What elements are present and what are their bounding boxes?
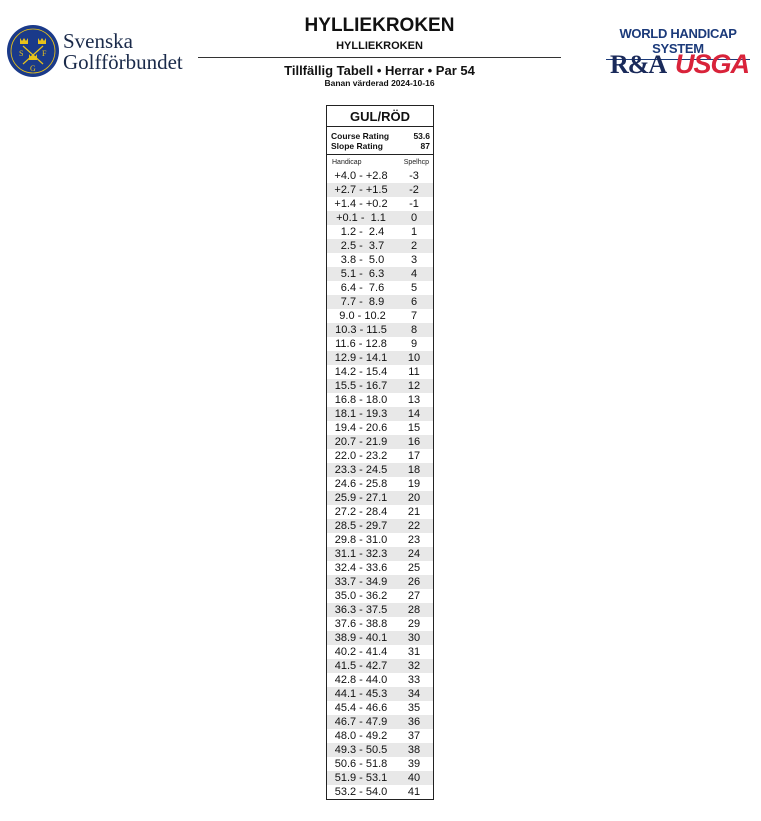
playing-handicap: 14 [407, 408, 421, 420]
playing-handicap: -3 [409, 170, 419, 182]
handicap-range: 2.5 - 3.7 [337, 240, 385, 252]
table-row [327, 729, 433, 743]
table-row [327, 393, 433, 407]
course-rating-row [331, 131, 430, 141]
playing-handicap: 28 [407, 604, 421, 616]
playing-handicap: 36 [407, 716, 421, 728]
playing-handicap: 30 [407, 632, 421, 644]
handicap-range: 18.1 - 19.3 [334, 408, 388, 420]
table-row [327, 421, 433, 435]
table-row [327, 169, 433, 183]
playing-handicap: 33 [407, 674, 421, 686]
playing-handicap: 8 [410, 324, 418, 336]
table-row [327, 477, 433, 491]
table-row [327, 715, 433, 729]
handicap-range: 10.3 - 11.5 [335, 324, 387, 336]
handicap-range: 5.1 - 6.3 [337, 268, 385, 280]
handicap-range: 51.9 - 53.1 [334, 772, 388, 784]
handicap-range: 14.2 - 15.4 [334, 366, 388, 378]
handicap-range: +0.1 - 1.1 [336, 212, 386, 224]
page-header [198, 14, 561, 89]
handicap-range: 37.6 - 38.8 [334, 618, 388, 630]
playing-handicap: 11 [408, 366, 420, 378]
slope-rating-value: 87 [420, 141, 430, 151]
playing-handicap: 10 [407, 352, 421, 364]
handicap-range: 11.6 - 12.8 [335, 338, 387, 350]
emblem-letter: F [42, 49, 47, 58]
table-row [327, 687, 433, 701]
handicap-range: 19.4 - 20.6 [334, 422, 388, 434]
table-row [327, 253, 433, 267]
tee-name: GUL/RÖD [327, 106, 433, 127]
table-row [327, 743, 433, 757]
table-row [327, 449, 433, 463]
table-row [327, 785, 433, 799]
handicap-range: 12.9 - 14.1 [334, 352, 388, 364]
handicap-range: 48.0 - 49.2 [334, 730, 388, 742]
table-row [327, 463, 433, 477]
playing-handicap: 26 [407, 576, 421, 588]
table-row [327, 701, 433, 715]
table-row [327, 673, 433, 687]
handicap-range: +2.7 - +1.5 [334, 184, 388, 196]
column-header-handicap: Handicap [332, 159, 362, 166]
playing-handicap: 41 [407, 786, 421, 798]
table-row [327, 757, 433, 771]
handicap-range: 7.7 - 8.9 [337, 296, 385, 308]
table-row [327, 603, 433, 617]
table-row [327, 617, 433, 631]
table-row [327, 211, 433, 225]
handicap-range: 29.8 - 31.0 [334, 534, 388, 546]
emblem-letter: S [19, 49, 24, 58]
handicap-range: +4.0 - +2.8 [334, 170, 388, 182]
sgf-name-line2: Golfförbundet [63, 50, 183, 74]
handicap-range: 46.7 - 47.9 [334, 716, 388, 728]
handicap-range: 20.7 - 21.9 [334, 436, 388, 448]
playing-handicap: 39 [407, 758, 421, 770]
handicap-range: 25.9 - 27.1 [334, 492, 388, 504]
handicap-range: 53.2 - 54.0 [334, 786, 388, 798]
playing-handicap: 35 [407, 702, 421, 714]
table-row [327, 533, 433, 547]
playing-handicap: 17 [407, 450, 421, 462]
handicap-range: 28.5 - 29.7 [334, 520, 388, 532]
handicap-range: 41.5 - 42.7 [334, 660, 388, 672]
table-row [327, 575, 433, 589]
handicap-range: 42.8 - 44.0 [334, 674, 388, 686]
handicap-range: 32.4 - 33.6 [334, 562, 388, 574]
playing-handicap: 1 [410, 226, 418, 238]
playing-handicap: 38 [407, 744, 421, 756]
table-row [327, 351, 433, 365]
course-title: HYLLIEKROKEN [304, 15, 455, 36]
playing-handicap: -2 [409, 184, 419, 196]
playing-handicap: 7 [410, 310, 418, 322]
handicap-range: 40.2 - 41.4 [334, 646, 388, 658]
table-row [327, 435, 433, 449]
slope-rating-label: Slope Rating [331, 141, 383, 151]
table-row [327, 589, 433, 603]
table-row [327, 295, 433, 309]
table-row [327, 239, 433, 253]
table-row [327, 645, 433, 659]
table-row [327, 505, 433, 519]
playing-handicap: 5 [410, 282, 418, 294]
handicap-range: 33.7 - 34.9 [334, 576, 388, 588]
usga-logo: USGA [675, 49, 750, 79]
sgf-wordmark [63, 31, 183, 73]
table-row [327, 183, 433, 197]
playing-handicap: 16 [407, 436, 421, 448]
playing-handicap: 9 [410, 338, 418, 350]
table-row [327, 225, 433, 239]
playing-handicap: 24 [407, 548, 421, 560]
playing-handicap: 6 [410, 296, 418, 308]
playing-handicap: 18 [407, 464, 421, 476]
table-row [327, 197, 433, 211]
slope-rating-row [331, 141, 430, 151]
table-row [327, 379, 433, 393]
playing-handicap: 32 [407, 660, 421, 672]
handicap-range: 31.1 - 32.3 [334, 548, 388, 560]
playing-handicap: 31 [407, 646, 421, 658]
handicap-range: 36.3 - 37.5 [334, 604, 388, 616]
handicap-range: 50.6 - 51.8 [334, 758, 388, 770]
handicap-range: 38.9 - 40.1 [334, 632, 388, 644]
playing-handicap: 19 [407, 478, 421, 490]
handicap-range: 16.8 - 18.0 [334, 394, 388, 406]
playing-handicap: 13 [407, 394, 421, 406]
column-header-playing-handicap: Spelhcp [403, 159, 429, 166]
rated-date: Banan värderad 2024-10-16 [324, 78, 435, 88]
playing-handicap: 21 [407, 506, 421, 518]
table-row [327, 407, 433, 421]
playing-handicap: -1 [409, 198, 419, 210]
handicap-range: 49.3 - 50.5 [334, 744, 388, 756]
course-subtitle: HYLLIEKROKEN [336, 40, 423, 52]
playing-handicap: 22 [407, 520, 421, 532]
table-row [327, 267, 433, 281]
table-row [327, 771, 433, 785]
table-row [327, 659, 433, 673]
emblem-letter: G [30, 64, 36, 73]
table-row [327, 561, 433, 575]
header-divider [198, 57, 561, 58]
playing-handicap: 34 [407, 688, 421, 700]
table-row [327, 309, 433, 323]
table-row [327, 547, 433, 561]
ra-logo: R&A [610, 50, 667, 79]
table-row [327, 281, 433, 295]
handicap-table [326, 105, 434, 800]
column-headers [327, 155, 433, 169]
sgf-name-line1: Svenska [63, 29, 133, 53]
handicap-range: 23.3 - 24.5 [334, 464, 388, 476]
table-row [327, 337, 433, 351]
whs-logo: WORLD HANDICAP SYSTEM [606, 26, 750, 60]
playing-handicap: 25 [407, 562, 421, 574]
handicap-range: 3.8 - 5.0 [337, 254, 385, 266]
playing-handicap: 0 [410, 212, 418, 224]
course-rating-value: 53.6 [413, 131, 430, 141]
table-row [327, 365, 433, 379]
handicap-range: 6.4 - 7.6 [337, 282, 385, 294]
playing-handicap: 15 [407, 422, 421, 434]
handicap-range: 45.4 - 46.6 [334, 702, 388, 714]
handicap-rows [327, 169, 433, 799]
ratings-block [327, 127, 433, 155]
handicap-range: 35.0 - 36.2 [334, 590, 388, 602]
playing-handicap: 27 [407, 590, 421, 602]
handicap-range: 15.5 - 16.7 [334, 380, 388, 392]
sgf-emblem-logo [6, 24, 60, 78]
table-row [327, 323, 433, 337]
playing-handicap: 20 [407, 492, 421, 504]
course-rating-label: Course Rating [331, 131, 390, 141]
playing-handicap: 23 [407, 534, 421, 546]
playing-handicap: 3 [410, 254, 418, 266]
playing-handicap: 2 [410, 240, 418, 252]
playing-handicap: 4 [410, 268, 418, 280]
handicap-range: 9.0 - 10.2 [336, 310, 386, 322]
handicap-range: 24.6 - 25.8 [334, 478, 388, 490]
playing-handicap: 40 [407, 772, 421, 784]
table-info: Tillfällig Tabell • Herrar • Par 54 [284, 63, 475, 78]
table-row [327, 491, 433, 505]
playing-handicap: 12 [407, 380, 421, 392]
handicap-range: +1.4 - +0.2 [334, 198, 388, 210]
handicap-range: 22.0 - 23.2 [334, 450, 388, 462]
table-row [327, 519, 433, 533]
handicap-range: 44.1 - 45.3 [334, 688, 388, 700]
table-row [327, 631, 433, 645]
handicap-range: 27.2 - 28.4 [334, 506, 388, 518]
playing-handicap: 29 [407, 618, 421, 630]
playing-handicap: 37 [407, 730, 421, 742]
handicap-range: 1.2 - 2.4 [337, 226, 385, 238]
